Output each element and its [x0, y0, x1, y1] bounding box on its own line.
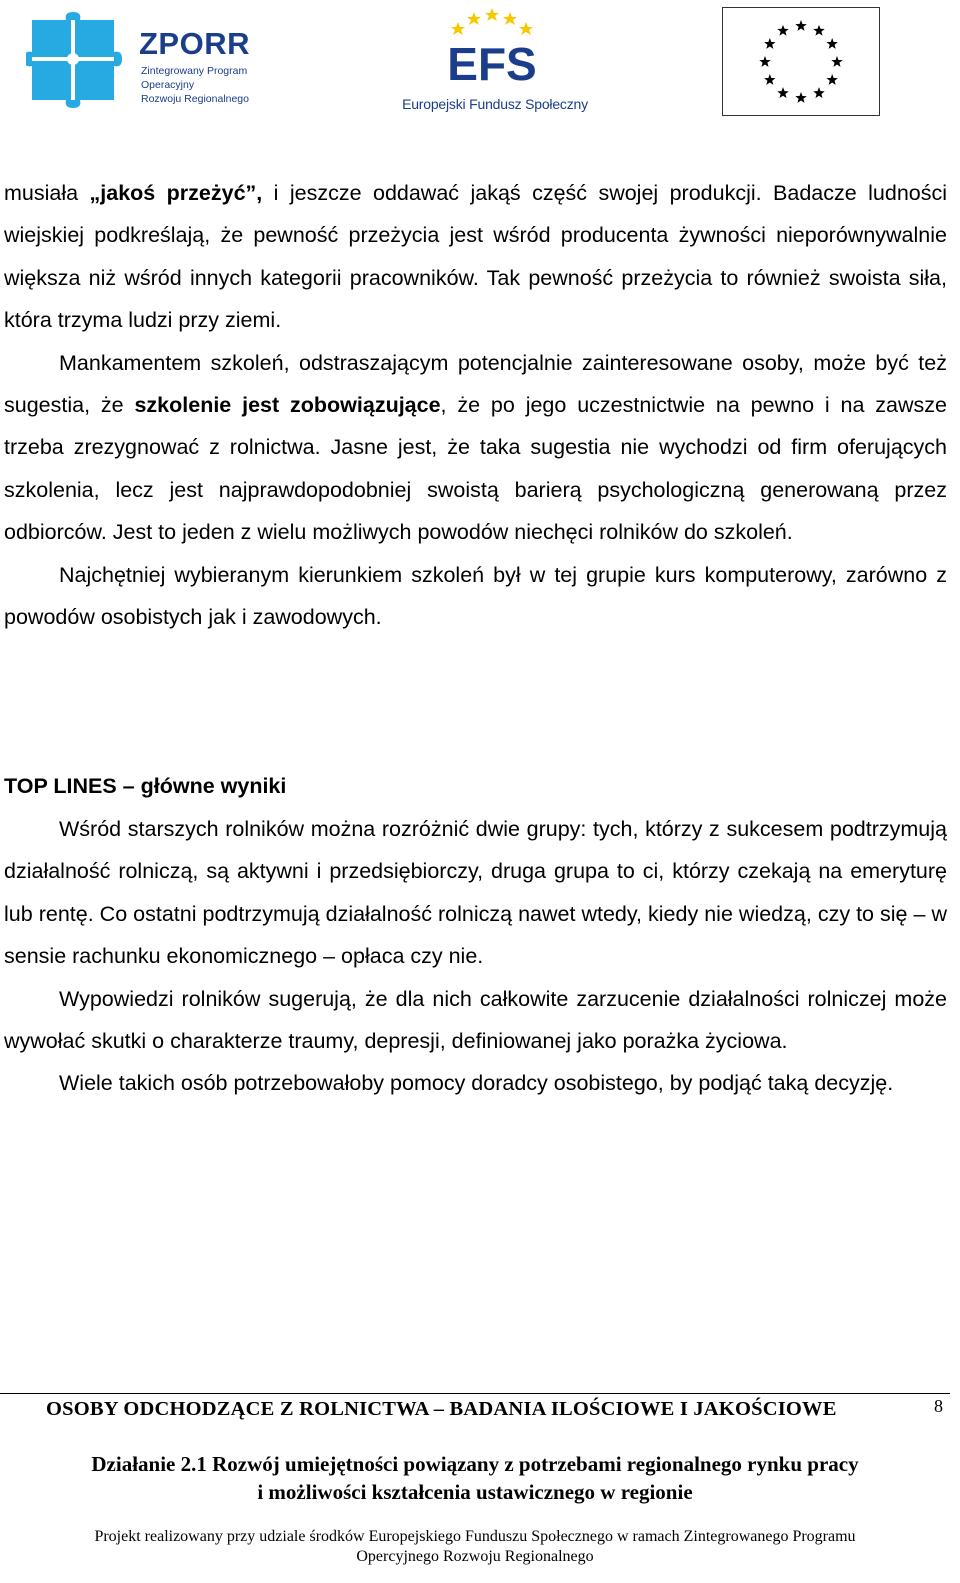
bold-run: szkolenie jest zobowiązujące [134, 393, 441, 418]
eu-star-icon [777, 87, 788, 98]
footer-project-line: Projekt realizowany przy udziale środków Europejskiego Funduszu Społecznego w ramach Zintegrowanego Programu [94, 1528, 856, 1545]
header-logos [0, 0, 960, 130]
eu-star-icon [813, 25, 824, 36]
zporr-name: ZPORR [139, 26, 250, 61]
text-run: i jeszcze oddawać jakąś część swojej produkcji. Badacze ludności wiejskiej podkreślają, że pewność przeżycia jest wśród producenta żywności nieporównywalnie większa niż wśród innych kategorii pracowników. Tak pewność przeżycia to również swoista siła, która trzyma ludzi przy ziemi. [4, 181, 948, 333]
paragraph [4, 342, 947, 554]
eu-star-icon [826, 74, 837, 85]
footer-action-line: Działanie 2.1 Rozwój umiejętności powiązany z potrzebami regionalnego rynku pracy [91, 1452, 859, 1476]
zporr-subtitle [141, 64, 249, 106]
footer-action-line: i możliwości kształcenia ustawicznego w regionie [257, 1480, 693, 1504]
paragraph: Najchętniej wybieranym kierunkiem szkoleń był w tej grupie kurs komputerowy, zarówno z powodów osobistych jak i zawodowych. [4, 562, 947, 630]
eu-star-icon [777, 25, 788, 36]
efs-stars-icon [400, 4, 590, 96]
paragraph: Wiele takich osób potrzebowałoby pomocy doradcy osobistego, by podjąć taką decyzję. [59, 1071, 894, 1096]
efs-caption: Europejski Fundusz Społeczny [402, 96, 588, 112]
zporr-subtitle-line: Operacyjny [141, 79, 195, 91]
paragraph: Wypowiedzi rolników sugerują, że dla nich całkowite zarzucenie działalności rolniczej może wywołać skutki o charakterze traumy, depresji, definiowanej jako porażka życiowa. [4, 986, 947, 1053]
footer-project [0, 1527, 950, 1567]
page-number: 8 [934, 1396, 943, 1416]
footer-title: OSOBY ODCHODZĄCE Z ROLNICTWA – BADANIA ILOŚCIOWE I JAKOŚCIOWE [46, 1398, 837, 1420]
zporr-logo [26, 12, 266, 108]
eu-star-icon [795, 92, 806, 103]
zporr-subtitle-line: Zintegrowany Program [141, 65, 248, 77]
eu-star-icon [795, 20, 806, 31]
efs-logo [400, 4, 590, 122]
paragraph [4, 172, 947, 342]
eu-star-icon [813, 87, 824, 98]
text-run: musiała [4, 181, 90, 205]
eu-flag [722, 7, 880, 116]
section-heading: TOP LINES – główne wyniki [4, 774, 287, 799]
footer-project-line: Opercyjnego Rozwoju Regionalnego [356, 1548, 594, 1565]
efs-name: EFS [447, 38, 537, 90]
eu-star-icon [759, 56, 770, 67]
eu-star-icon [826, 38, 837, 49]
eu-star-icon [831, 56, 842, 67]
footer-action [0, 1450, 950, 1506]
puzzle-icon [26, 12, 136, 108]
zporr-subtitle-line: Rozwoju Regionalnego [141, 93, 249, 105]
bold-run: „jakoś przeżyć”, [89, 181, 263, 205]
eu-star-icon [764, 38, 775, 49]
eu-star-icon [764, 74, 775, 85]
document-body [4, 172, 947, 1105]
text-run: Mankamentem szkoleń, odstraszającym potencjalnie zainteresowane osoby, może być też sugestia, że [4, 350, 947, 418]
text-run: , że po jego uczestnictwie na pewno i na zawsze trzeba zrezygnować z rolnictwa. Jasne jest, że taka sugestia nie wychodzi od firm oferujących szkolenia, lecz jest najprawdopodobniej swoistą barierą psychologiczną generowaną przez odbiorców. Jest to jeden z wielu możliwych powodów niechęci rolników do szkoleń. [4, 393, 947, 545]
footer-divider [0, 1393, 950, 1394]
eu-stars-icon [723, 8, 879, 115]
paragraph: Wśród starszych rolników można rozróżnić dwie grupy: tych, którzy z sukcesem podtrzymują działalność rolniczą, są aktywni i przedsiębiorczy, druga grupa to ci, którzy czekają na emeryturę lub rentę. Co ostatni podtrzymują działalność rolniczą nawet wtedy, kiedy nie wiedzą, czy to się – w sensie rachunku ekonomicznego – opłaca czy nie. [4, 816, 947, 969]
